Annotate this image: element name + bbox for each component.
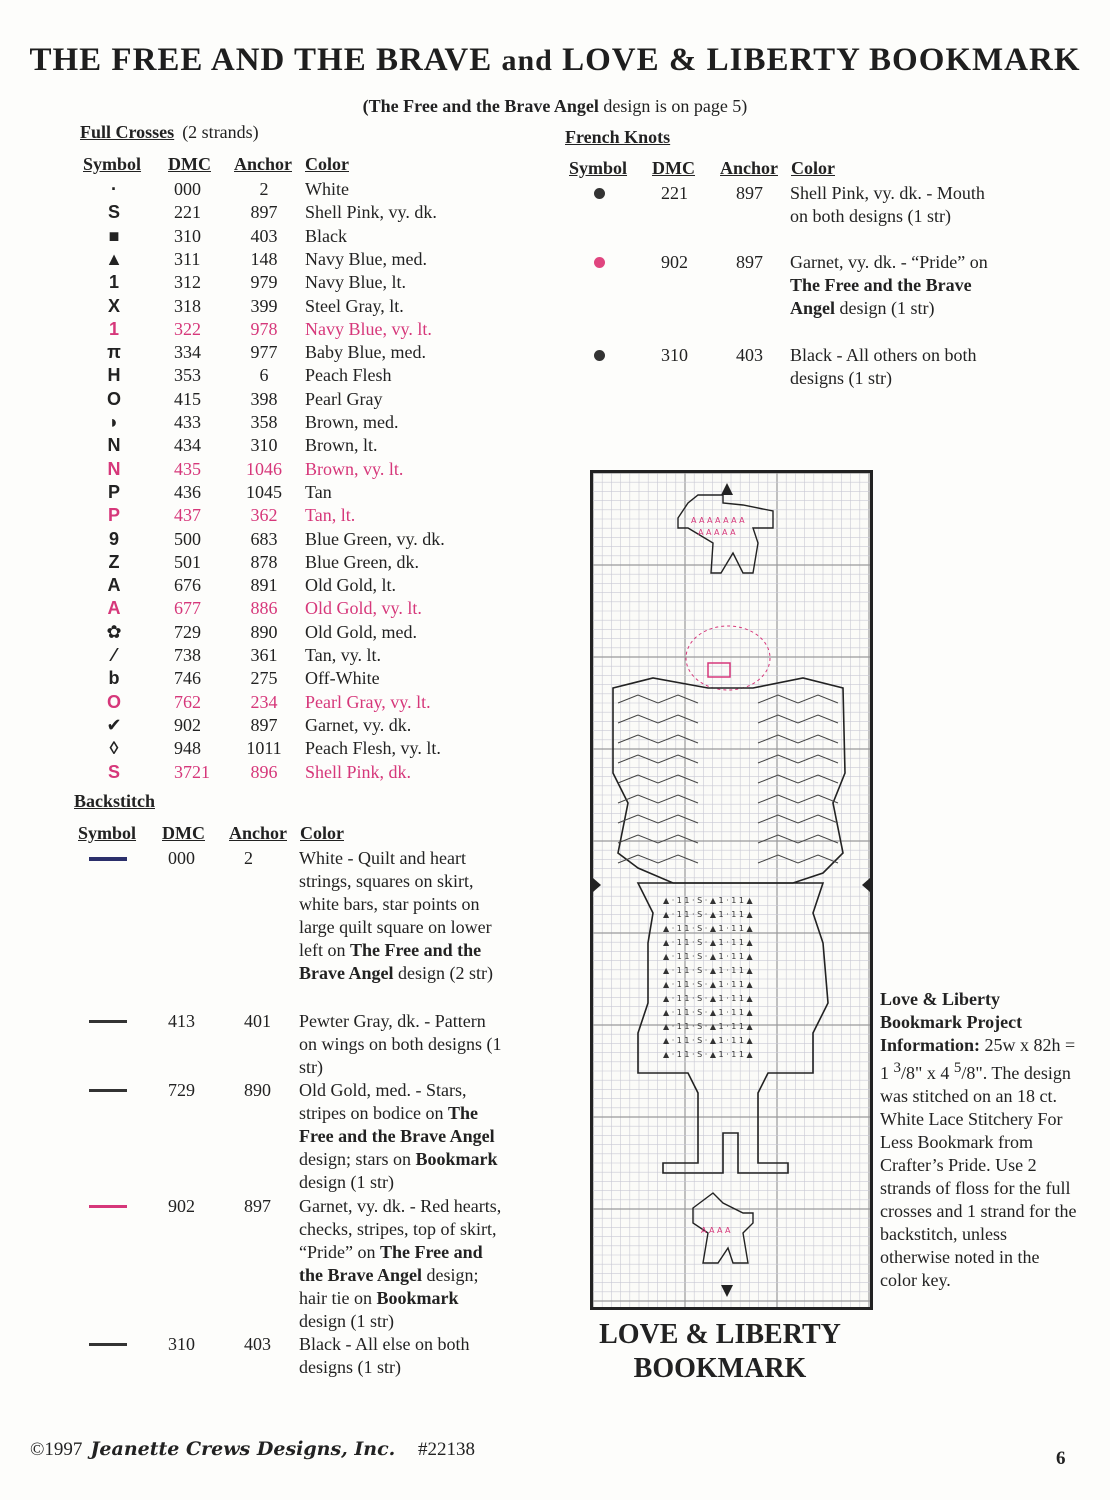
color-name: Shell Pink, vy. dk. <box>305 202 437 223</box>
dmc-code: 221 <box>174 202 201 223</box>
anchor-code: 6 <box>259 365 269 386</box>
symbol-icon: ◗ <box>108 412 120 432</box>
dmc-code: 312 <box>174 272 201 293</box>
color-name: Blue Green, vy. dk. <box>305 528 445 549</box>
svg-text:▲ · 1 1 · S · ▲ 1 · 1 1 ▲: ▲ · 1 1 · S · ▲ 1 · 1 1 ▲ <box>663 1008 753 1017</box>
anchor-code: 979 <box>250 272 278 293</box>
svg-text:▲ · 1 1 · S · ▲ 1 · 1 1 ▲: ▲ · 1 1 · S · ▲ 1 · 1 1 ▲ <box>663 1036 753 1045</box>
french-knot-description: Garnet, vy. dk. - “Pride” on The Free and the Brave Angel design (1 str) <box>790 252 988 318</box>
color-name: Navy Blue, vy. lt. <box>305 318 432 339</box>
dmc-code: 000 <box>174 179 201 199</box>
color-name: Off-White <box>305 668 380 689</box>
french-knots-header-row: Symbol DMC Anchor Color <box>569 158 835 178</box>
backstitch-line-icon <box>89 857 127 861</box>
full-cross-row <box>0 761 560 784</box>
color-name: Shell Pink, dk. <box>305 761 412 782</box>
dmc-code: 902 <box>661 252 688 272</box>
symbol-icon: Z <box>108 551 120 572</box>
full-cross-row <box>0 225 560 248</box>
color-name: Steel Gray, lt. <box>305 295 404 316</box>
dmc-code: 500 <box>174 528 201 549</box>
anchor-code: 403 <box>736 345 763 365</box>
dmc-code: 729 <box>168 1080 195 1100</box>
full-cross-row <box>0 574 560 597</box>
dmc-code: 677 <box>174 598 201 619</box>
dmc-code: 434 <box>174 435 201 456</box>
color-name: Navy Blue, lt. <box>305 272 406 293</box>
color-name: Pearl Gray, vy. lt. <box>305 691 431 712</box>
svg-text:▲ · 1 1 · S · ▲ 1 · 1 1 ▲: ▲ · 1 1 · S · ▲ 1 · 1 1 ▲ <box>663 966 753 975</box>
anchor-code: 403 <box>244 1334 271 1354</box>
color-name: White <box>305 179 349 199</box>
dmc-code: 436 <box>174 481 201 502</box>
anchor-code: 398 <box>250 388 278 409</box>
svg-text:▲ · 1 1 · S · ▲ 1 · 1 1 ▲: ▲ · 1 1 · S · ▲ 1 · 1 1 ▲ <box>663 980 753 989</box>
bookmark-chart <box>590 470 873 1310</box>
page-number: 6 <box>1056 1448 1066 1469</box>
dmc-code: 437 <box>174 505 201 526</box>
full-cross-row <box>0 341 560 364</box>
backstitch-line-icon <box>89 1205 127 1208</box>
page-title: THE FREE AND THE BRAVE and LOVE & LIBERTY BOOKMARK <box>29 42 1081 78</box>
full-cross-row <box>0 318 560 341</box>
symbol-icon: 1 <box>108 318 119 339</box>
dmc-code: 435 <box>174 458 201 479</box>
anchor-code: 358 <box>250 412 278 432</box>
anchor-code: 886 <box>250 598 278 619</box>
symbol-icon: ⁄ <box>112 645 116 665</box>
dmc-code: 318 <box>174 295 201 316</box>
full-cross-row <box>0 667 560 690</box>
color-name: Peach Flesh, vy. lt. <box>305 738 441 759</box>
svg-text:▲ · 1 1 · S · ▲ 1 · 1 1 ▲: ▲ · 1 1 · S · ▲ 1 · 1 1 ▲ <box>663 952 753 961</box>
dmc-code: 310 <box>168 1334 195 1354</box>
anchor-code: 234 <box>250 691 278 712</box>
color-name: Black <box>305 225 347 246</box>
svg-text:▲ · 1 1 · S · ▲ 1 · 1 1 ▲: ▲ · 1 1 · S · ▲ 1 · 1 1 ▲ <box>663 924 753 933</box>
svg-text:▲ · 1 1 · S · ▲ 1 · 1 1 ▲: ▲ · 1 1 · S · ▲ 1 · 1 1 ▲ <box>663 994 753 1003</box>
dmc-code: 746 <box>174 668 201 689</box>
color-name: Old Gold, med. <box>305 621 417 642</box>
dmc-code: 762 <box>174 691 201 712</box>
anchor-code: 897 <box>736 252 763 272</box>
anchor-code: 148 <box>250 248 278 269</box>
symbol-icon: S <box>107 761 120 782</box>
backstitch-line-icon <box>89 1020 127 1023</box>
chart-title: LOVE & LIBERTY BOOKMARK <box>599 1319 841 1384</box>
dmc-code: 413 <box>168 1011 195 1031</box>
full-crosses-header-row: Symbol DMC Anchor Color <box>83 154 349 174</box>
symbol-icon: A <box>107 598 121 619</box>
full-cross-row <box>0 434 560 457</box>
anchor-code: 401 <box>244 1011 271 1031</box>
symbol-icon: · <box>111 179 117 199</box>
french-knot-description: Shell Pink, vy. dk. - Mouth on both designs (1 str) <box>790 183 985 226</box>
full-cross-row <box>0 714 560 737</box>
anchor-code: 890 <box>244 1080 271 1100</box>
svg-text:▲ · 1 1 · S · ▲ 1 · 1 1 ▲: ▲ · 1 1 · S · ▲ 1 · 1 1 ▲ <box>663 938 753 947</box>
color-name: Baby Blue, med. <box>305 342 426 363</box>
anchor-code: 897 <box>244 1196 271 1216</box>
full-cross-row <box>0 364 560 387</box>
color-name: Old Gold, vy. lt. <box>305 598 422 619</box>
dmc-code: 311 <box>174 248 201 269</box>
full-cross-row <box>0 504 560 527</box>
color-name: Blue Green, dk. <box>305 551 419 572</box>
anchor-code: 310 <box>250 435 278 456</box>
symbol-icon: π <box>107 342 121 363</box>
full-cross-row <box>0 201 560 224</box>
svg-text:▲ · 1 1 · S · ▲ 1 · 1 1 ▲: ▲ · 1 1 · S · ▲ 1 · 1 1 ▲ <box>663 910 753 919</box>
dmc-code: 221 <box>661 183 688 203</box>
dmc-code: 415 <box>174 388 201 409</box>
full-cross-row <box>0 481 560 504</box>
symbol-icon: ■ <box>108 225 120 246</box>
color-name: Brown, vy. lt. <box>305 458 404 479</box>
backstitch-line-icon <box>89 1343 127 1346</box>
anchor-code: 2 <box>259 179 269 199</box>
dmc-code: 310 <box>661 345 688 365</box>
dmc-code: 501 <box>174 551 201 572</box>
anchor-code: 978 <box>250 318 278 339</box>
backstitch-description: Black - All else on both designs (1 str) <box>299 1334 470 1377</box>
symbol-icon: X <box>107 295 120 316</box>
anchor-code: 890 <box>250 621 278 642</box>
color-name: Brown, lt. <box>305 435 378 456</box>
anchor-code: 403 <box>250 225 278 246</box>
symbol-icon: A <box>107 575 121 596</box>
svg-text:A A A A A A A: A A A A A A A <box>691 516 745 525</box>
backstitch-header-row: Symbol DMC Anchor Color <box>78 823 344 843</box>
color-name: Peach Flesh <box>305 365 392 386</box>
bookmark-chart-grid <box>593 473 870 1307</box>
full-cross-row <box>0 248 560 271</box>
symbol-icon: ◊ <box>109 738 119 759</box>
symbol-icon: P <box>107 505 120 526</box>
anchor-code: 977 <box>250 342 278 363</box>
symbol-icon: S <box>107 202 120 223</box>
project-information: Love & Liberty Bookmark Project Information: 25w x 82h = 1 $^3$/8" x 4 $^5$/8". The design was stitched on an 18 ct. White Lace Stitchery For Less Bookmark from Crafter’s Pride. Use 2 strands of floss for the full crosses and 1 strand for the backstitch, unless otherwise noted in the color key. <box>880 989 1077 1290</box>
symbol-icon: O <box>106 388 121 409</box>
symbol-icon: ▲ <box>105 248 123 269</box>
dmc-code: 948 <box>174 738 201 759</box>
dmc-code: 729 <box>174 621 201 642</box>
symbol-icon: b <box>108 668 120 689</box>
anchor-code: 878 <box>250 551 278 572</box>
symbol-icon: N <box>107 458 121 479</box>
backstitch-description: Garnet, vy. dk. - Red hearts, checks, stripes, top of skirt, “Pride” on The Free and the Brave Angel design; hair tie on Bookmark design (1 str) <box>299 1196 502 1331</box>
anchor-code: 1011 <box>246 738 282 759</box>
backstitch-description: Pewter Gray, dk. - Pattern on wings on both designs (1 str) <box>299 1011 502 1077</box>
dmc-code: 322 <box>174 318 201 339</box>
dmc-code: 902 <box>168 1196 195 1216</box>
footer: ©1997 Jeanette Crews Designs, Inc. #22138 <box>30 1438 476 1460</box>
symbol-icon: H <box>107 365 121 386</box>
symbol-icon: 9 <box>108 528 119 549</box>
dmc-code: 3721 <box>174 761 210 782</box>
svg-text:▲ · 1 1 · S · ▲ 1 · 1 1 ▲: ▲ · 1 1 · S · ▲ 1 · 1 1 ▲ <box>663 1050 753 1059</box>
dmc-code: 310 <box>174 225 201 246</box>
color-name: Brown, med. <box>305 412 399 432</box>
symbol-icon: N <box>107 435 121 456</box>
full-cross-row <box>0 621 560 644</box>
anchor-code: 897 <box>736 183 763 203</box>
anchor-code: 1046 <box>246 458 282 479</box>
color-name: Tan, lt. <box>305 505 356 526</box>
svg-text:▲ · 1 1 · S · ▲ 1 · 1 1 ▲: ▲ · 1 1 · S · ▲ 1 · 1 1 ▲ <box>663 1022 753 1031</box>
backstitch-line-icon <box>89 1089 127 1092</box>
french-knot-dot-icon <box>594 350 605 361</box>
french-knots-heading: French Knots <box>565 127 671 147</box>
full-cross-row <box>0 551 560 574</box>
french-knot-description: Black - All others on both designs (1 str) <box>790 345 977 388</box>
backstitch-heading: Backstitch <box>74 791 155 811</box>
french-knot-dot-icon <box>594 188 605 199</box>
full-cross-row <box>0 388 560 411</box>
symbol-icon: O <box>106 691 121 712</box>
anchor-code: 2 <box>244 848 253 868</box>
anchor-code: 362 <box>250 505 278 526</box>
dmc-code: 353 <box>174 365 201 386</box>
anchor-code: 897 <box>250 202 278 223</box>
dmc-code: 000 <box>168 848 195 868</box>
svg-text:A A A A A: A A A A A <box>698 528 736 537</box>
color-name: Old Gold, lt. <box>305 575 397 596</box>
full-cross-row <box>0 597 560 620</box>
anchor-code: 275 <box>250 668 278 689</box>
color-name: Navy Blue, med. <box>305 248 427 269</box>
backstitch-description: White - Quilt and heart strings, squares on skirt, white bars, star points on large quilt square on lower left on The Free and the Brave Angel design (2 str) <box>299 848 493 983</box>
svg-text:A A A A: A A A A <box>701 1226 731 1235</box>
anchor-code: 683 <box>250 528 278 549</box>
full-crosses-heading: Full Crosses (2 strands) <box>80 122 259 142</box>
anchor-code: 361 <box>250 645 278 665</box>
symbol-icon: P <box>107 481 120 502</box>
full-cross-row <box>0 691 560 714</box>
dmc-code: 676 <box>174 575 201 596</box>
full-cross-row <box>0 458 560 481</box>
dmc-code: 334 <box>174 342 201 363</box>
anchor-code: 891 <box>250 575 278 596</box>
color-name: Garnet, vy. dk. <box>305 714 412 735</box>
color-name: Pearl Gray <box>305 388 383 409</box>
svg-text:▲ · 1 1 · S · ▲ 1 · 1 1 ▲: ▲ · 1 1 · S · ▲ 1 · 1 1 ▲ <box>663 896 753 905</box>
color-name: Tan, vy. lt. <box>305 645 382 665</box>
full-cross-row <box>0 295 560 318</box>
anchor-code: 897 <box>250 714 278 735</box>
symbol-icon: 1 <box>108 272 119 293</box>
dmc-code: 738 <box>174 645 201 665</box>
symbol-icon: ✔ <box>106 714 122 735</box>
dmc-code: 902 <box>174 714 201 735</box>
dmc-code: 433 <box>174 412 201 432</box>
full-cross-row <box>0 411 560 434</box>
french-knot-dot-icon <box>594 257 605 268</box>
full-cross-row <box>0 644 560 667</box>
full-cross-row <box>0 737 560 760</box>
page-subtitle: (The Free and the Brave Angel design is on page 5) <box>362 96 748 116</box>
full-cross-row <box>0 528 560 551</box>
backstitch-description: Old Gold, med. - Stars, stripes on bodice on The Free and the Brave Angel design; stars on Bookmark design (1 str) <box>299 1080 498 1192</box>
symbol-icon: ✿ <box>106 621 122 642</box>
anchor-code: 1045 <box>246 481 282 502</box>
color-name: Tan <box>305 481 332 502</box>
full-cross-row <box>0 271 560 294</box>
anchor-code: 896 <box>250 761 278 782</box>
anchor-code: 399 <box>250 295 278 316</box>
